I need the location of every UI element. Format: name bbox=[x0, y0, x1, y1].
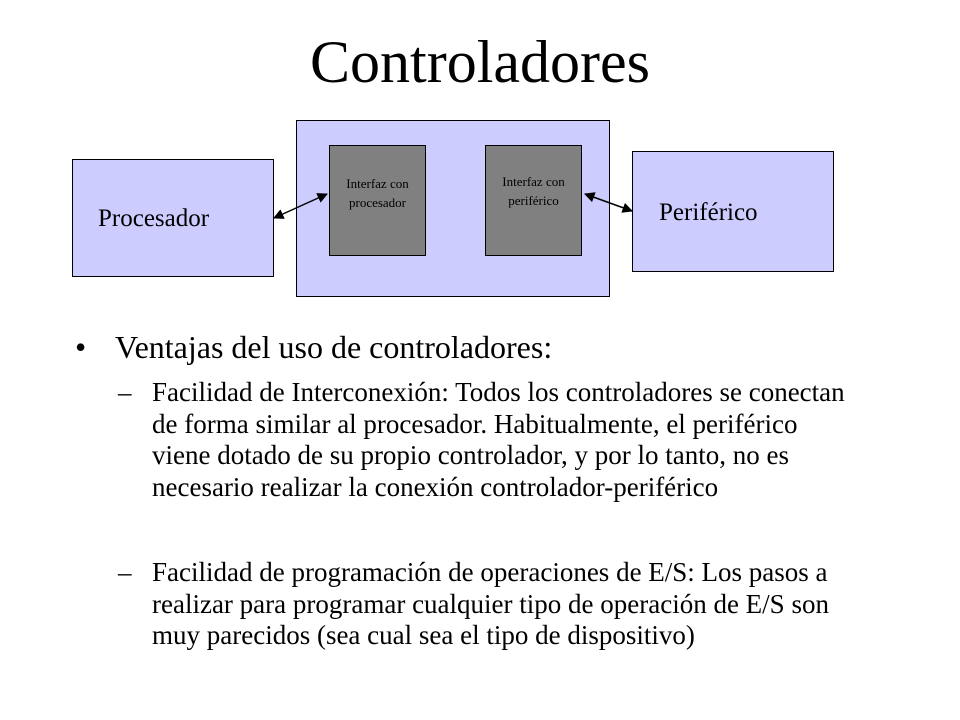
sub-item-marker: – bbox=[118, 377, 132, 407]
sub-item-programming bbox=[118, 557, 858, 652]
sub-item-text: Facilidad de Interconexión: Todos los controladores se conectan de forma similar al procesador. Habitualmente, el periférico viene dotado de su propio controlador, y por lo tanto, no es necesario realizar la conexión controlador-periférico bbox=[152, 377, 845, 502]
sub-item-marker: – bbox=[118, 557, 132, 587]
peripheral-interface-label-line1: Interfaz con bbox=[502, 174, 565, 189]
main-bullet-text: Ventajas del uso de controladores: bbox=[115, 329, 553, 365]
processor-to-interface-arrow bbox=[274, 194, 327, 218]
peripheral-interface-label-line2: periférico bbox=[508, 193, 559, 208]
processor-interface-label-line1: Interfaz con bbox=[346, 176, 409, 191]
sub-item-interconnection bbox=[118, 377, 858, 503]
sub-item-text: Facilidad de programación de operaciones de E/S: Los pasos a realizar para programar cualquier tipo de operación de E/S son muy parecidos (sea cual sea el tipo de dispositivo) bbox=[152, 557, 829, 650]
processor-label: Procesador bbox=[98, 205, 210, 232]
interface-to-peripheral-arrow bbox=[585, 194, 632, 211]
main-bullet bbox=[75, 328, 552, 366]
peripheral-label: Periférico bbox=[659, 199, 758, 226]
processor-interface-label-line2: procesador bbox=[348, 195, 407, 210]
slide-title: Controladores bbox=[310, 29, 650, 95]
bullet-marker: • bbox=[75, 329, 87, 365]
